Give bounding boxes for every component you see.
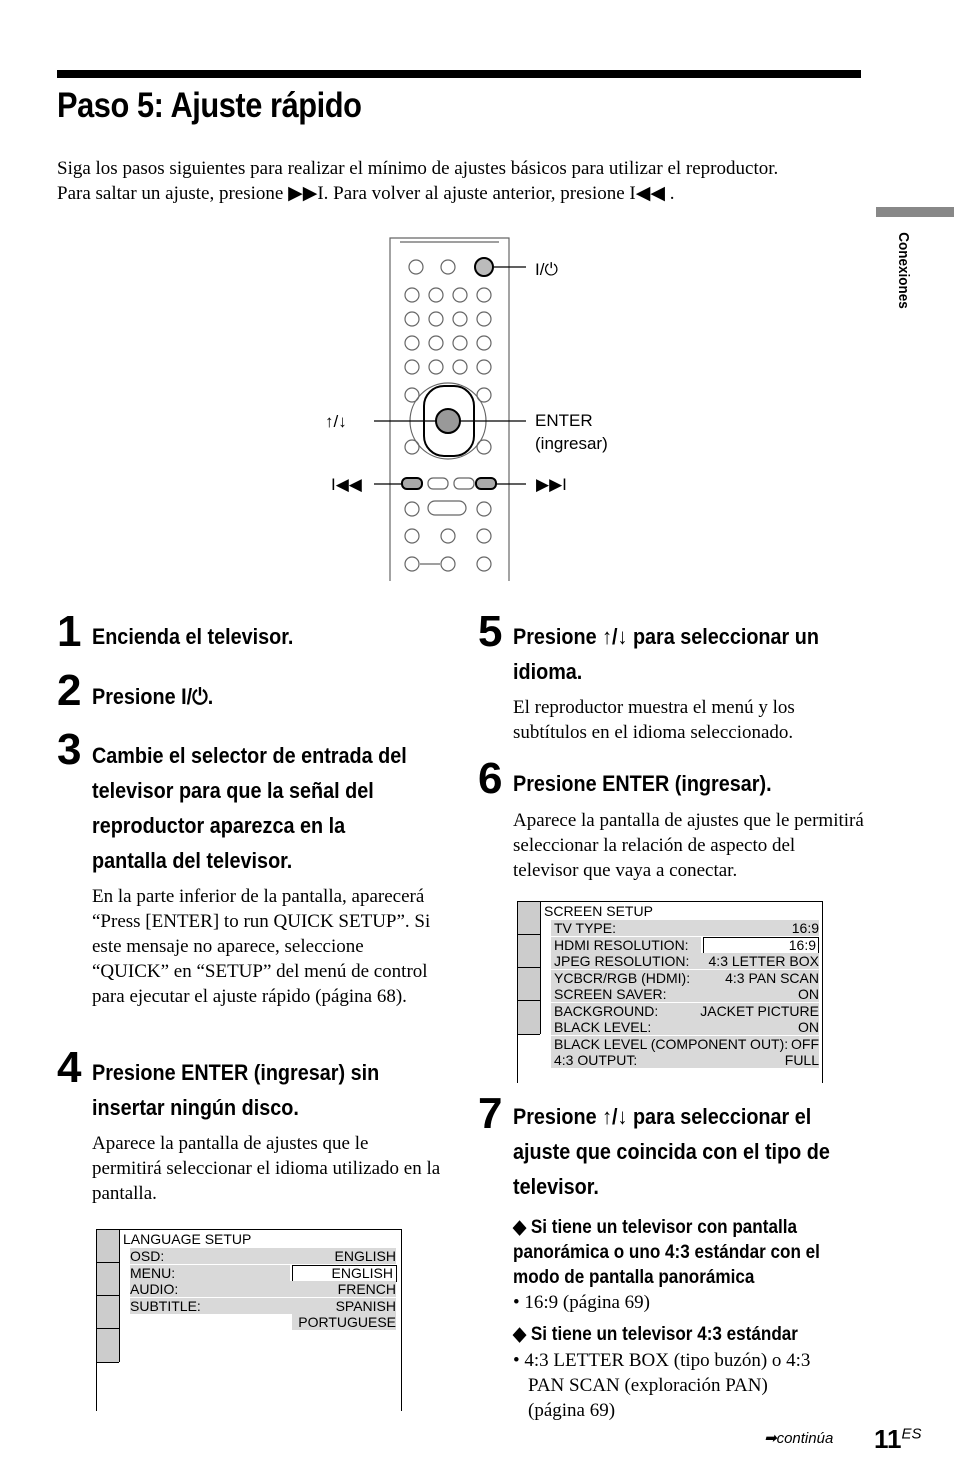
osd-row-label: BLACK LEVEL: xyxy=(554,1019,652,1035)
bullet-line: • 4:3 LETTER BOX (tipo buzón) o 4:3 xyxy=(513,1350,811,1371)
step-5-number: 5 xyxy=(478,607,503,656)
osd-row-value: SPANISH xyxy=(335,1297,396,1314)
step-6-number: 6 xyxy=(478,754,503,803)
step-5-heading-line: Presione ↑/↓ para seleccionar un xyxy=(513,624,819,649)
osd-row-value: ON xyxy=(798,986,819,1002)
intro-line-2: Para saltar un ajuste, presione ▶▶I. Para volver al ajuste anterior, presione I◀◀ . xyxy=(57,183,675,204)
osd-row[interactable] xyxy=(551,986,819,1003)
next-label: ▶▶I xyxy=(536,475,567,494)
language-setup-screen xyxy=(96,1229,402,1411)
osd-row-label: JPEG RESOLUTION: xyxy=(554,953,690,969)
osd-row-value: 16:9 xyxy=(791,920,819,936)
screen-setup-screen xyxy=(517,901,823,1083)
step-7-number: 7 xyxy=(478,1089,503,1138)
step-3-body: En la parte inferior de la pantalla, aparecerá “Press [ENTER] to run QUICK SETUP”. Si este mensaje no aparece, seleccione “QUICK” en “SETUP” del menú de control para ejecutar el ajuste rápido (página 68). xyxy=(92,886,431,1007)
subhead-line: modo de pantalla panorámica xyxy=(513,1267,755,1288)
osd-row-label: SCREEN SAVER: xyxy=(554,986,667,1002)
step-2-heading: Presione I/⏻. xyxy=(92,684,214,709)
language-setup-rows xyxy=(130,1248,396,1331)
osd-side-icons xyxy=(97,1230,119,1362)
osd-row-value: ENGLISH xyxy=(331,1264,393,1281)
step-7-heading-line: Presione ↑/↓ para seleccionar el xyxy=(513,1104,812,1129)
page-number xyxy=(874,1424,922,1455)
step-1-number: 1 xyxy=(57,607,82,656)
step-7-subhead-standard: ◆ Si tiene un televisor 4:3 estándar xyxy=(513,1324,798,1345)
osd-row[interactable] xyxy=(551,1003,819,1020)
step-4-body: Aparece la pantalla de ajustes que le permitirá seleccionar el idioma utilizado en la pantalla. xyxy=(92,1133,441,1204)
intro-text xyxy=(57,156,867,206)
side-tab-bar xyxy=(876,207,954,217)
enter-label: ENTER xyxy=(535,411,593,430)
page-title: Paso 5: Ajuste rápido xyxy=(57,86,362,125)
step-4-heading-line: Presione ENTER (ingresar) sin xyxy=(92,1060,380,1085)
step-4-heading xyxy=(92,1055,379,1125)
title-rule xyxy=(57,70,861,78)
step-2-number: 2 xyxy=(57,666,82,715)
step-3-heading-line: televisor para que la señal del xyxy=(92,778,374,803)
osd-row-value: OFF xyxy=(791,1035,819,1052)
osd-row-label: OSD: xyxy=(130,1248,165,1264)
osd-row[interactable] xyxy=(551,970,819,987)
osd-row[interactable] xyxy=(130,1314,396,1331)
osd-row[interactable] xyxy=(551,953,819,970)
osd-row-value: FULL xyxy=(784,1052,819,1068)
bullet-line: PAN SCAN (exploración PAN) xyxy=(528,1375,768,1396)
bullet-line: (página 69) xyxy=(528,1400,616,1421)
step-7-heading-line: televisor. xyxy=(513,1174,599,1199)
osd-row-label: 4:3 OUTPUT: xyxy=(554,1052,638,1068)
power-label: I/⏻ xyxy=(535,260,558,279)
arrows-label: ↑/↓ xyxy=(325,412,347,431)
language-setup-title: LANGUAGE SETUP xyxy=(123,1231,252,1247)
step-7-heading xyxy=(513,1099,830,1204)
intro-line-1: Siga los pasos siguientes para realizar el mínimo de ajustes básicos para utilizar el reproductor. xyxy=(57,158,779,179)
osd-row[interactable] xyxy=(130,1298,396,1315)
subhead-line: ◆ Si tiene un televisor con pantalla xyxy=(513,1217,797,1238)
osd-row-label: HDMI RESOLUTION: xyxy=(554,936,689,953)
step-3-number: 3 xyxy=(57,725,82,774)
osd-row-value: PORTUGUESE xyxy=(298,1314,396,1330)
osd-row[interactable] xyxy=(551,1036,819,1053)
osd-row[interactable] xyxy=(130,1265,396,1282)
osd-row[interactable] xyxy=(551,1052,819,1069)
continued-note: ➡continúa xyxy=(764,1430,834,1447)
step-7-bullet-169: • 16:9 (página 69) xyxy=(513,1292,650,1313)
osd-side-icons xyxy=(518,902,540,1034)
step-4-heading-line: insertar ningún disco. xyxy=(92,1095,299,1120)
screen-setup-rows xyxy=(551,920,819,1069)
osd-row-label: SUBTITLE: xyxy=(130,1297,201,1314)
page-language-suffix: ES xyxy=(901,1425,922,1443)
osd-row-label: BACKGROUND: xyxy=(554,1002,659,1019)
step-3-heading xyxy=(92,738,407,878)
prev-label: I◀◀ xyxy=(331,475,362,494)
osd-row-label: YCBCR/RGB (HDMI): xyxy=(554,969,691,986)
osd-row-value: 16:9 xyxy=(788,936,816,953)
osd-row-label: BLACK LEVEL (COMPONENT OUT): xyxy=(554,1035,789,1052)
step-7-bullet-43 xyxy=(513,1348,810,1423)
osd-row[interactable] xyxy=(130,1281,396,1298)
subhead-line: panorámica o uno 4:3 estándar con el xyxy=(513,1242,820,1263)
osd-row-value: ON xyxy=(798,1019,819,1035)
osd-row[interactable] xyxy=(551,920,819,937)
step-5-heading xyxy=(513,619,819,689)
osd-row[interactable] xyxy=(551,1019,819,1036)
side-tab-label: Conexiones xyxy=(895,232,912,309)
osd-row-label: TV TYPE: xyxy=(554,920,616,936)
step-5-heading-line: idioma. xyxy=(513,659,583,684)
step-4-number: 4 xyxy=(57,1043,82,1092)
step-3-heading-line: pantalla del televisor. xyxy=(92,848,293,873)
step-6-body: Aparece la pantalla de ajustes que le permitirá seleccionar la relación de aspecto del televisor que vaya a conectar. xyxy=(513,810,864,881)
osd-row-value: 4:3 LETTER BOX xyxy=(708,953,819,969)
osd-row-label: MENU: xyxy=(130,1264,176,1281)
osd-row-value: ENGLISH xyxy=(334,1248,396,1264)
enter-sub-label: (ingresar) xyxy=(535,434,608,453)
page-number-value: 11 xyxy=(874,1424,902,1454)
step-1-heading: Encienda el televisor. xyxy=(92,624,294,649)
screen-setup-title: SCREEN SETUP xyxy=(544,903,653,919)
step-3-heading-line: reproductor aparezca en la xyxy=(92,813,346,838)
step-7-heading-line: ajuste que coincida con el tipo de xyxy=(513,1139,830,1164)
osd-row[interactable] xyxy=(551,937,819,954)
osd-row[interactable] xyxy=(130,1248,396,1265)
osd-row-value: 4:3 PAN SCAN xyxy=(725,969,819,986)
osd-row-value: FRENCH xyxy=(337,1281,396,1297)
osd-row-value: JACKET PICTURE xyxy=(700,1002,819,1019)
step-6-heading: Presione ENTER (ingresar). xyxy=(513,771,772,796)
step-3-heading-line: Cambie el selector de entrada del xyxy=(92,743,407,768)
osd-row-label: AUDIO: xyxy=(130,1281,179,1297)
step-5-body: El reproductor muestra el menú y los subtítulos en el idioma seleccionado. xyxy=(513,697,795,743)
step-7-subhead-widescreen xyxy=(513,1215,820,1290)
